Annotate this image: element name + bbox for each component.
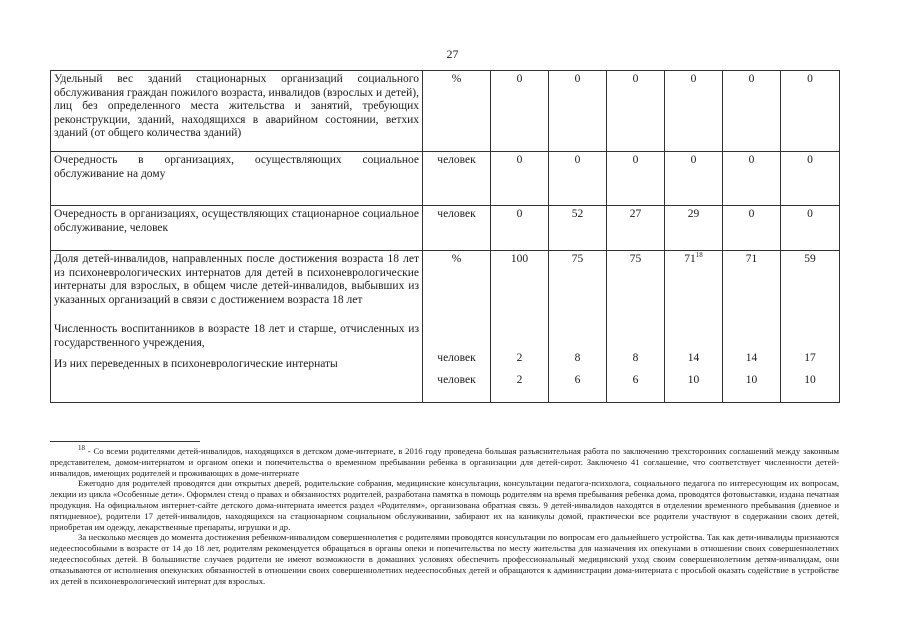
unit-cell: человек (423, 152, 491, 206)
indicator-cell (51, 251, 423, 403)
value-pupils: 8 (632, 351, 639, 364)
value-transferred: 6 (632, 374, 639, 386)
value-cell (607, 251, 665, 403)
value-cell: 0 (781, 71, 840, 152)
footnote-paragraph: $^{18}$ - Со всеми родителями детей-инвалидов, находящихся в детском доме-интернате, в 2016 году проведена большая разъяснительная работа по заключению трехсторонних соглашений между законным представителем, домом-интернатом и органом опеки и попечительства о временном пребывании ребенка в организации для детей-сирот. Заключено 41 соглашение, что соответствует численности детей-инвалидов, имеющих родителей и проживающих в доме-интернате (50, 444, 840, 478)
indicator-cell: Удельный вес зданий стационарных организаций социального обслуживания граждан пожилого возраста, инвалидов (взрослых и детей), лиц без определенного места жительства и занятий, требующих реконструкции, зданий, находящихся в аварийном состоянии, ветхих зданий (от общего количества зданий) (51, 71, 423, 152)
value-cell (491, 251, 549, 403)
value-cell: 27 (607, 206, 665, 251)
table-row (51, 206, 840, 251)
value-cell: 0 (491, 71, 549, 152)
value-pupils: 8 (574, 351, 581, 364)
value-cell: 0 (607, 152, 665, 206)
unit-persons: человек (437, 351, 476, 364)
footnote-ref[interactable]: 18 (695, 251, 703, 260)
indicator-share: Доля детей-инвалидов, направленных после достижения возраста 18 лет из психоневрологических интернатов для детей в психоневрологические интернаты для взрослых, в общем числе детей-инвалидов, выбывших из указанных организаций в связи с достижением возраста 18 лет (54, 253, 419, 306)
value-pupils: 14 (745, 351, 758, 364)
value-cell: 0 (491, 152, 549, 206)
indicator-cell: Очередность в организациях, осуществляющих стационарное социальное обслуживание, человек (51, 206, 423, 251)
indicators-table (50, 70, 840, 403)
footnote-marker: 18 (78, 444, 85, 453)
value-transferred: 2 (516, 374, 523, 386)
footnote-paragraph: За несколько месяцев до момента достижения ребенком-инвалидом совершеннолетия с родителями проводятся консультации по вопросам его дальнейшего устройства. Так как дети-инвалиды признаются недееспособными в возрасте от 14 до 18 лет, родителям рекомендуется обращаться в органы опеки и попечительства по месту жительства для назначения их опекунами в отношении своих совершеннолетних недееспособных детей. В большинстве случаев родители не имеют возможности в домашних условиях обеспечить профессиональный медицинский уход своим совершеннолетним детям-инвалидам, они отказываются от исполнения опекунских обязанностей в отношении своих совершеннолетних недееспособных детей и обращаются к администрации дома-интерната с просьбой оказать содействие в устройстве их детей в психоневрологический интернат для взрослых. (50, 532, 839, 586)
indicator-transferred: Из них переведенных в психоневрологические интернаты (54, 358, 338, 370)
value-transferred: 10 (687, 374, 700, 386)
value-share: 75 (629, 253, 642, 265)
footnote-paragraph: Ежегодно для родителей проводятся дни открытых дверей, родительские собрания, медицинские консультации, консультации педагога-психолога, социального педагога по интересующим их вопросам, лекции из цикла «Особенные дети». Оформлен стенд о правах и обязанностях родителей, разработана памятка в помощь родителям на время пребывания ребенка дома, проводятся фотовыставки, издана печатная продукция. На официальном интернет-сайте детского дома-интерната имеется раздел «Родителям», организована обратная связь. 9 детей-инвалидов находятся в отделении временного пребывания (дневное и пятидневное), родители 17 детей-инвалидов, находящихся на стационарном социальном обслуживании, забирают их на каникулы домой, практически все родители участвуют в содержании своих детей, приобретая им одежду, лекарственные препараты, игрушки и др. (50, 478, 839, 532)
unit-cell: % (423, 71, 491, 152)
value-cell: 0 (723, 152, 781, 206)
value-cell: 0 (723, 206, 781, 251)
unit-cell (423, 251, 491, 403)
value-share: 75 (571, 253, 584, 265)
value-share: 59 (804, 253, 816, 265)
unit-cell: человек (423, 206, 491, 251)
value-cell: 52 (549, 206, 607, 251)
value-share: $71^{18}$ (684, 251, 703, 265)
indicator-cell: Очередность в организациях, осуществляющих социальное обслуживание на дому (51, 152, 423, 206)
value-cell: 29 (665, 206, 723, 251)
value-cell: 0 (723, 71, 781, 152)
value-cell: 0 (549, 71, 607, 152)
footnote-separator (50, 441, 200, 442)
value-cell (549, 251, 607, 403)
value-pupils: 2 (516, 351, 523, 364)
table-row (51, 152, 840, 206)
value-cell: 0 (781, 152, 840, 206)
value-cell: 0 (781, 206, 840, 251)
table-row (51, 251, 840, 403)
value-cell: 0 (665, 71, 723, 152)
value-cell (781, 251, 840, 403)
value-transferred: 6 (574, 374, 581, 386)
value-cell (665, 251, 723, 403)
value-cell (723, 251, 781, 403)
page-number: 27 (446, 47, 459, 61)
value-cell: 0 (665, 152, 723, 206)
value-cell: 0 (549, 152, 607, 206)
value-pupils: 14 (687, 351, 700, 364)
value-transferred: 10 (804, 374, 816, 386)
unit-persons: человек (437, 374, 476, 386)
value-share: 100 (510, 253, 529, 265)
value-share: 71 (745, 253, 758, 265)
value-cell: 0 (491, 206, 549, 251)
unit-percent: % (451, 253, 462, 265)
value-pupils: 17 (804, 351, 816, 364)
indicator-pupils: Численность воспитанников в возрасте 18 лет и старше, отчисленных из государственного учреждения, (54, 323, 419, 349)
value-cell: 0 (607, 71, 665, 152)
footnotes (50, 446, 839, 586)
value-transferred: 10 (745, 374, 758, 386)
table-row (51, 71, 840, 152)
